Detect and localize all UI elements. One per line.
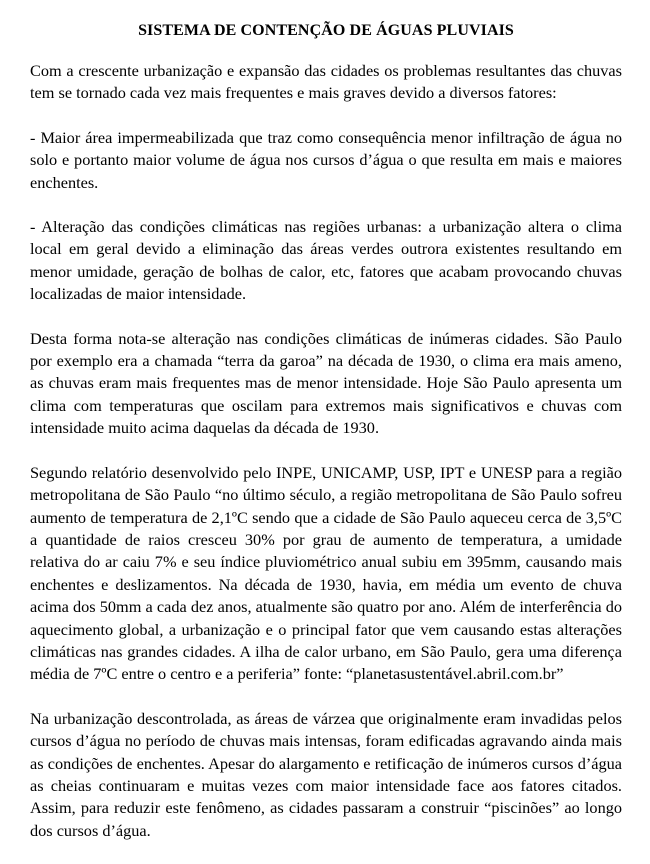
document-title: SISTEMA DE CONTENÇÃO DE ÁGUAS PLUVIAIS bbox=[138, 22, 514, 39]
paragraph-sao-paulo-climate: Desta forma nota-se alteração nas condições climáticas de inúmeras cidades. São Paulo por exemplo era a chamada “terra da garoa” na década de 1930, o clima era mais ameno, as chuvas eram mais frequentes mas de menor intensidade. Hoje São Paulo apresenta um clima com temperaturas que oscilam para extremos mais significativos e chuvas com intensidade muito acima daquelas da década de 1930. bbox=[30, 328, 622, 438]
paragraph-intro: Com a crescente urbanização e expansão das cidades os problemas resultantes das chuvas tem se tornado cada vez mais frequentes e mais graves devido a diversos fatores: bbox=[30, 61, 622, 103]
paragraph-impermeable-area: - Maior área impermeabilizada que traz como consequência menor infiltração de água no solo e portanto maior volume de água nos cursos d’água o que resulta em mais e maiores enchentes. bbox=[30, 127, 622, 192]
paragraph-climate-change: - Alteração das condições climáticas nas regiões urbanas: a urbanização altera o clima local em geral devido a eliminação das áreas verdes outrora existentes resultando em menor umidade, geração de bolhas de calor, etc, fatores que acabam provocando chuvas localizadas de maior intensidade. bbox=[30, 217, 622, 304]
paragraph-research-report: Segundo relatório desenvolvido pelo INPE, UNICAMP, USP, IPT e UNESP para a região metropolitana de São Paulo “no último século, a região metropolitana de São Paulo sofreu aumento de temperatura de 2,1ºC sendo que a cidade de São Paulo aqueceu cerca de 3,5ºC a quantidade de raios cresceu 30% por grau de aumento de temperatura, a umidade relativa do ar caiu 7% e seu índice pluviométrico anual subiu em 395mm, causando mais enchentes e deslizamentos. Na década de 1930, havia, em média um evento de chuva acima dos 50mm a cada dez anos, atualmente são quatro por ano. Além de interferência do aquecimento global, a urbanização e o principal fator que vem causando estas alterações climáticas nas grandes cidades. A ilha de calor urbano, em São Paulo, gera uma diferença média de 7ºC entre o centro e a periferia” fonte: “planetasustentável.abril.com.br” bbox=[30, 462, 622, 684]
paragraph-uncontrolled-urbanization: Na urbanização descontrolada, as áreas de várzea que originalmente eram invadidas pelos cursos d’água no período de chuvas mais intensas, foram edificadas agravando ainda mais as condições de enchentes. Apesar do alargamento e retificação de inúmeros cursos d’água as cheias continuaram e muitas vezes com maior intensidade face aos fatores citados. Assim, para reduzir este fenômeno, as cidades passaram a construir “piscinões” ao longo dos cursos d’água. bbox=[30, 708, 622, 840]
document-page bbox=[30, 20, 622, 864]
